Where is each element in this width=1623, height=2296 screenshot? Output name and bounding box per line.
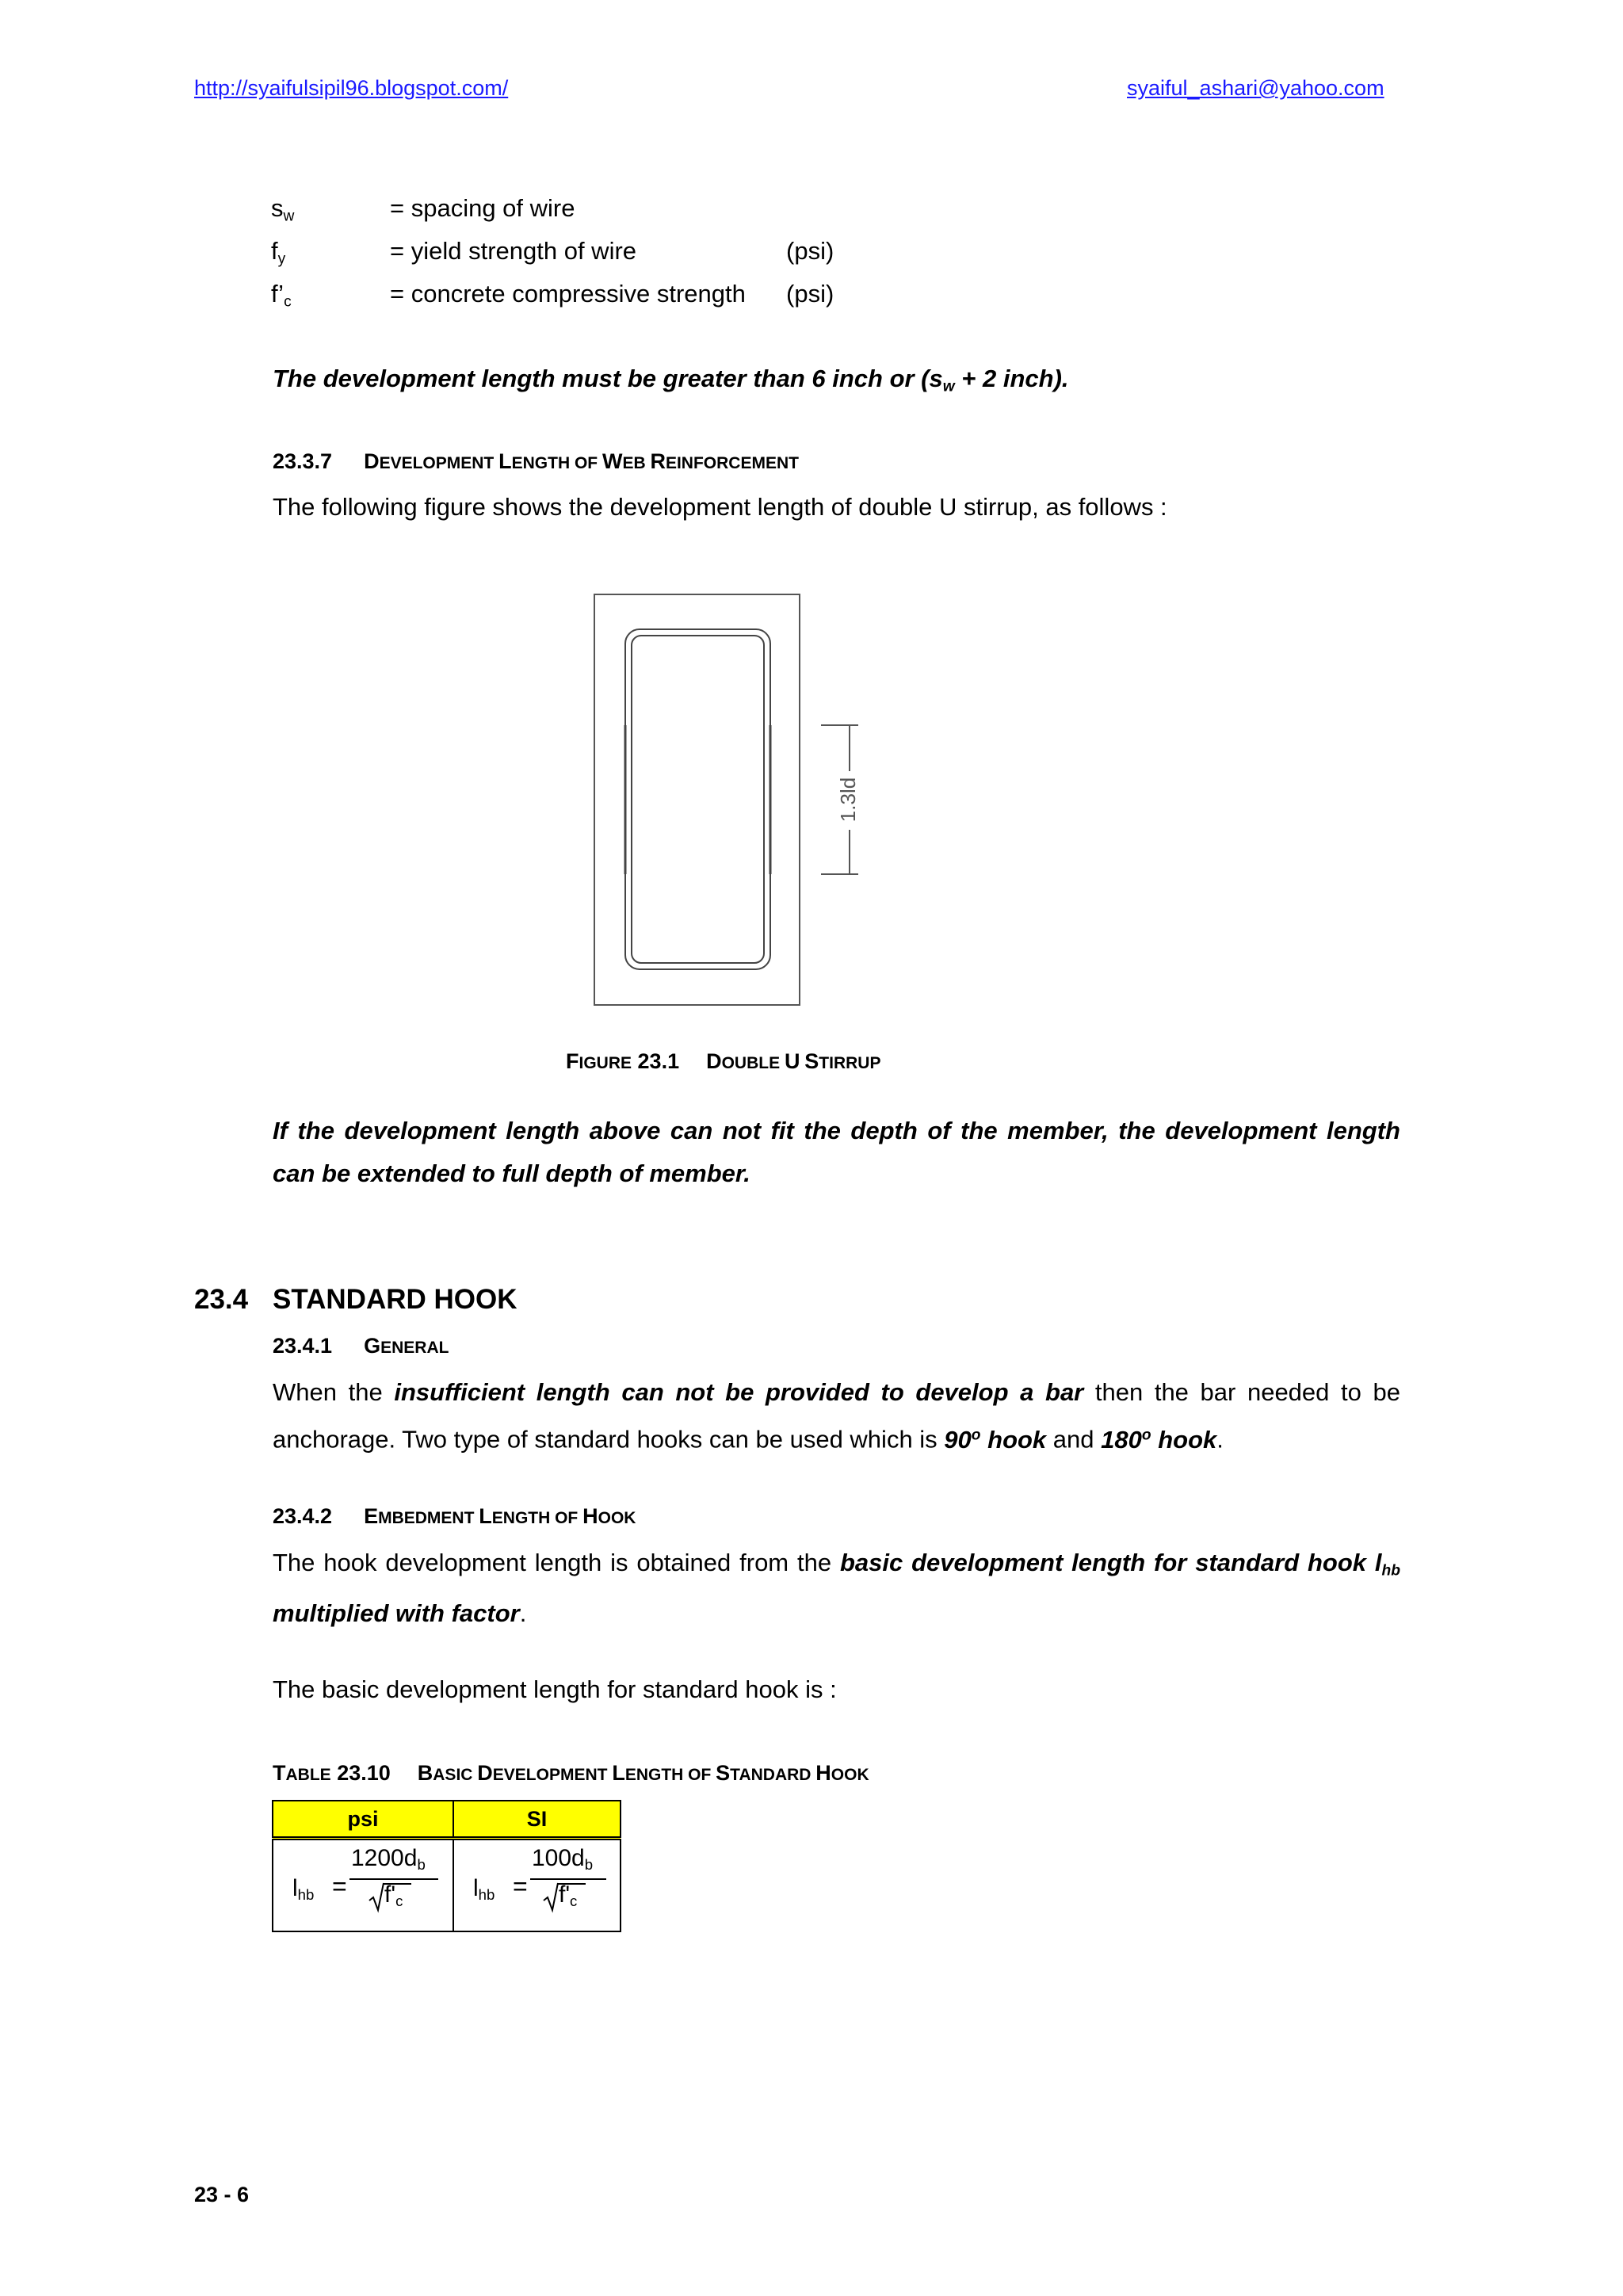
note-full-depth: If the development length above can not fit the depth of the member, the development length can be extended to full depth of member. [273, 1117, 1400, 1187]
table-caption: TABLE 23.10 BASIC DEVELOPMENT LENGTH OF STANDARD HOOK [273, 1761, 869, 1785]
sqrt-sign-icon [369, 1881, 384, 1913]
paragraph-embedment: The hook development length is obtained from the basic development length for standard hook $l_{hb}$ multiplied with factor. [273, 1549, 1400, 1628]
def-row-fy [271, 235, 285, 275]
blog-link[interactable]: http://syaifulsipil96.blogspot.com/ [194, 76, 509, 100]
def-symbol: $f’_c$ [271, 280, 292, 311]
section-heading-2341: 23.4.1 GENERAL [273, 1334, 449, 1358]
stirrup-outer [625, 629, 770, 969]
section-number-234: 23.4 [194, 1284, 249, 1315]
section-heading-2342: 23.4.2 EMBEDMENT LENGTH OF HOOK [273, 1504, 636, 1528]
def-desc: = spacing of wire [390, 194, 575, 222]
section-heading-2337: 23.3.7 DEVELOPMENT LENGTH OF WEB REINFORCEMENT [273, 449, 799, 473]
formula-psi: $l_{hb}$ = $1200d_b$ $f'_c$ [273, 1839, 453, 1932]
def-row-fc [271, 278, 292, 318]
column-header-psi: psi [273, 1801, 453, 1839]
basic-development-length-table [272, 1800, 621, 1932]
double-u-stirrup-figure [586, 590, 872, 1010]
stirrup-inner [632, 636, 764, 963]
note-min-length: The development length must be greater than 6 inch or ($s_w + 2$ inch). [273, 365, 1069, 395]
paragraph-general: When the insufficient length can not be provided to develop a bar then the bar needed to be anchorage. Two type of standard hooks can be used which is 90$^o$ hook and 180$^o$ hook. [273, 1378, 1400, 1454]
def-desc: = yield strength of wire [390, 237, 637, 265]
column-header-si: SI [453, 1801, 621, 1839]
figure-caption: FIGURE 23.1 DOUBLE U STIRRUP [566, 1049, 881, 1073]
email-link[interactable]: syaiful_ashari@yahoo.com [1127, 76, 1384, 100]
section-title-234: STANDARD HOOK [273, 1284, 517, 1315]
fraction-bar [349, 1878, 438, 1880]
paragraph-basic-length: The basic development length for standard hook is : [273, 1675, 837, 1703]
page-number: 23 - 6 [194, 2183, 250, 2206]
def-symbol: $s_w$ [271, 194, 295, 225]
def-row-sw [271, 193, 294, 232]
def-unit: (psi) [786, 280, 834, 308]
def-unit: (psi) [786, 237, 834, 265]
sqrt-sign-icon [543, 1881, 559, 1913]
def-desc: = concrete compressive strength [390, 280, 746, 308]
fraction-bar [530, 1878, 606, 1880]
formula-si: $l_{hb}$ = $100d_b$ $f'_c$ [453, 1839, 621, 1932]
def-symbol: $f_y$ [271, 237, 286, 268]
dimension-label: 1.3ld [835, 777, 860, 823]
intro-paragraph: The following figure shows the development length of double U stirrup, as follows : [273, 493, 1167, 521]
